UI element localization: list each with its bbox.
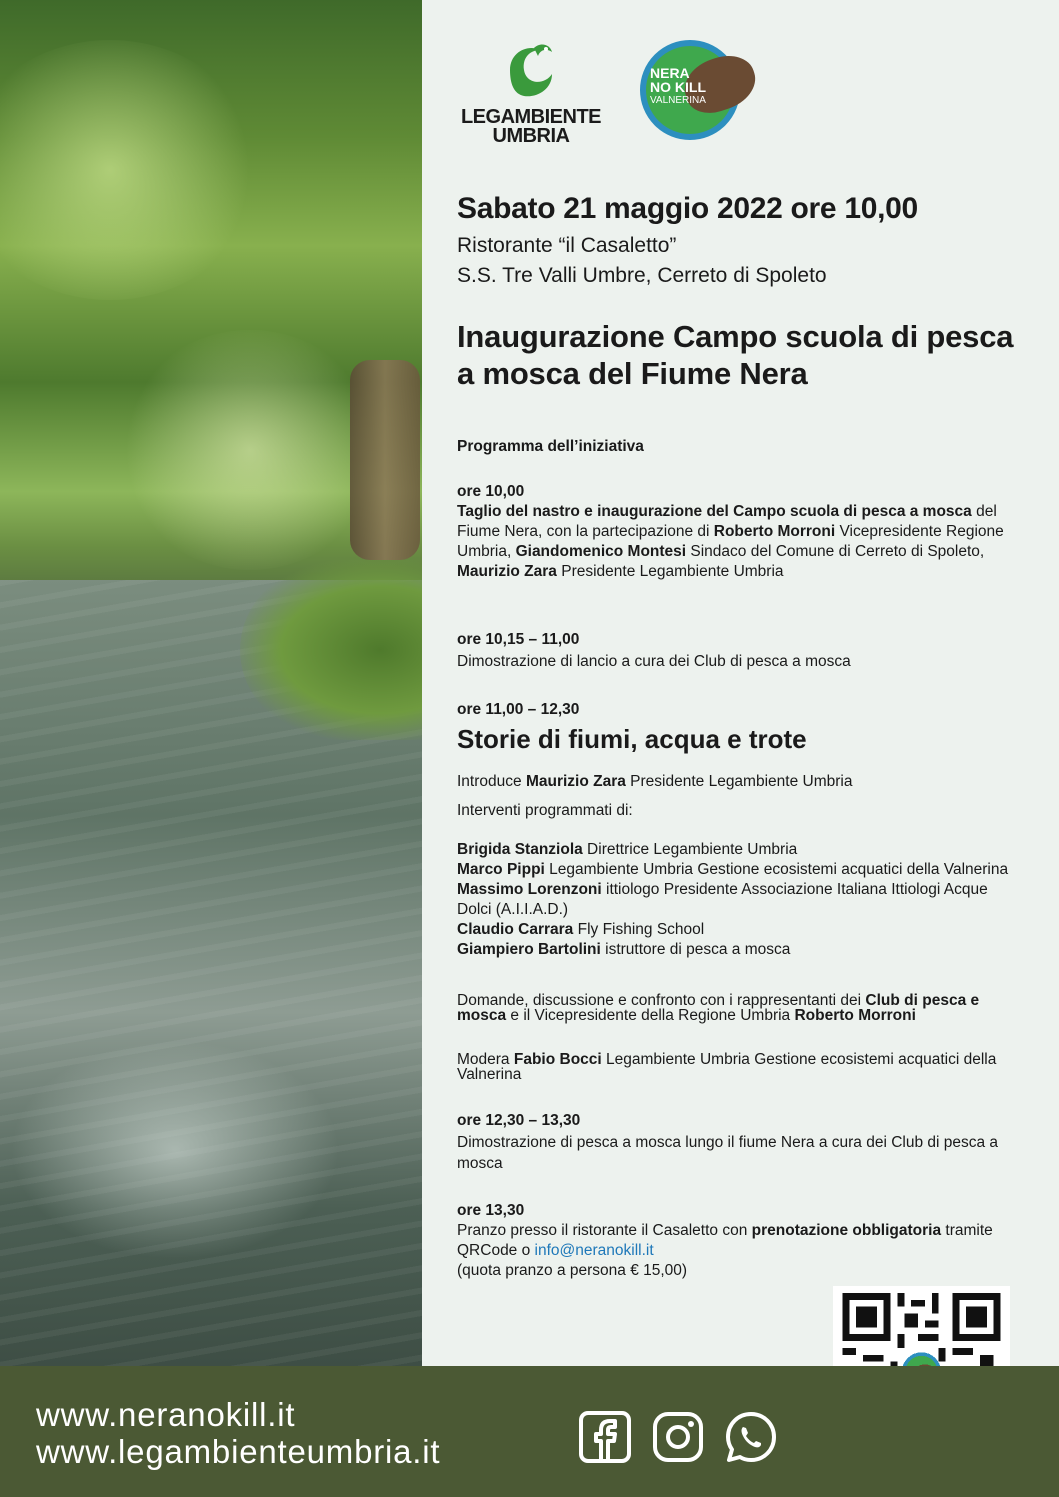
event-venue	[457, 231, 827, 291]
moderator-paragraph: Modera Fabio Bocci Legambiente Umbria Gestione ecosistemi acquatici della Valnerina	[457, 1051, 997, 1083]
speaker-item: Massimo Lorenzoni ittiologo Presidente Associazione Italiana Ittiologi Acque Dolci (A.I.I.A.D.)	[457, 881, 988, 918]
slot-time-1015: ore 10,15 – 11,00	[457, 631, 580, 648]
slot-description-1000: Taglio del nastro e inaugurazione del Campo scuola di pesca a mosca del Fiume Nera, con la partecipazione di Roberto Morroni Vicepresidente Regione Umbria, Giandomenico Montesi Sindaco del Comune di Cerreto di Spoleto, Maurizio Zara Presidente Legambiente Umbria	[457, 503, 1004, 580]
nera-no-kill-logo	[640, 40, 770, 140]
event-date: Sabato 21 maggio 2022 ore 10,00	[457, 192, 918, 225]
slot-time-1330: ore 13,30	[457, 1202, 525, 1219]
event-title: Inaugurazione Campo scuola di pesca a mosca del Fiume Nera	[457, 319, 1014, 391]
speaker-item: Giampiero Bartolini istruttore di pesca a mosca	[457, 941, 791, 958]
speaker-item: Brigida Stanziola Direttrice Legambiente Umbria	[457, 841, 798, 858]
facebook-icon[interactable]	[578, 1410, 632, 1464]
section-title-storie: Storie di fiumi, acqua e trote	[457, 724, 807, 754]
venue-line2: S.S. Tre Valli Umbre, Cerreto di Spoleto	[457, 264, 827, 287]
swan-icon	[500, 40, 560, 100]
legambiente-logo	[456, 40, 606, 150]
footer-websites	[36, 1396, 440, 1470]
discussion-paragraph: Domande, discussione e confronto con i rappresentanti dei Club di pesca e mosca e il Vicepresidente della Regione Umbria Roberto Morroni	[457, 992, 980, 1024]
email-link[interactable]: info@neranokill.it	[534, 1242, 654, 1259]
instagram-icon[interactable]	[651, 1410, 705, 1464]
website-link-neranokill[interactable]: www.neranokill.it	[36, 1396, 296, 1433]
nera-logo-line2: NO KILL	[650, 79, 706, 95]
intro-line: Introduce Maurizio Zara Presidente Legambiente Umbria	[457, 773, 853, 790]
nera-logo-line1: NERA	[650, 65, 690, 81]
nera-logo-line3: VALNERINA	[650, 95, 706, 106]
whatsapp-icon[interactable]	[724, 1410, 778, 1464]
interventi-heading: Interventi programmati di:	[457, 802, 633, 819]
river-photo	[0, 0, 422, 1366]
program-heading: Programma dell’iniziativa	[457, 438, 644, 455]
slot-description-1015: Dimostrazione di lancio a cura dei Club di pesca a mosca	[457, 653, 851, 670]
slot-description-1330: Pranzo presso il ristorante il Casaletto con prenotazione obbligatoria tramite QRCode o info@neranokill.it (quota pranzo a persona € 15,00)	[457, 1221, 1012, 1281]
website-link-legambiente[interactable]: www.legambienteumbria.it	[36, 1433, 441, 1470]
lunch-price: (quota pranzo a persona € 15,00)	[457, 1262, 688, 1279]
slot-time-1100: ore 11,00 – 12,30	[457, 701, 580, 718]
legambiente-name: LEGAMBIENTE UMBRIA	[460, 106, 602, 147]
speaker-item: Marco Pippi Legambiente Umbria Gestione ecosistemi acquatici della Valnerina	[457, 861, 1009, 878]
speaker-list	[457, 840, 1012, 960]
slot-description-1230: Dimostrazione di pesca a mosca lungo il fiume Nera a cura dei Club di pesca a mosca	[457, 1134, 999, 1172]
venue-line1: Ristorante “il Casaletto”	[457, 234, 677, 257]
slot-time-1230: ore 12,30 – 13,30	[457, 1112, 581, 1129]
speaker-item: Claudio Carrara Fly Fishing School	[457, 921, 705, 938]
slot-time-1000: ore 10,00	[457, 483, 525, 500]
